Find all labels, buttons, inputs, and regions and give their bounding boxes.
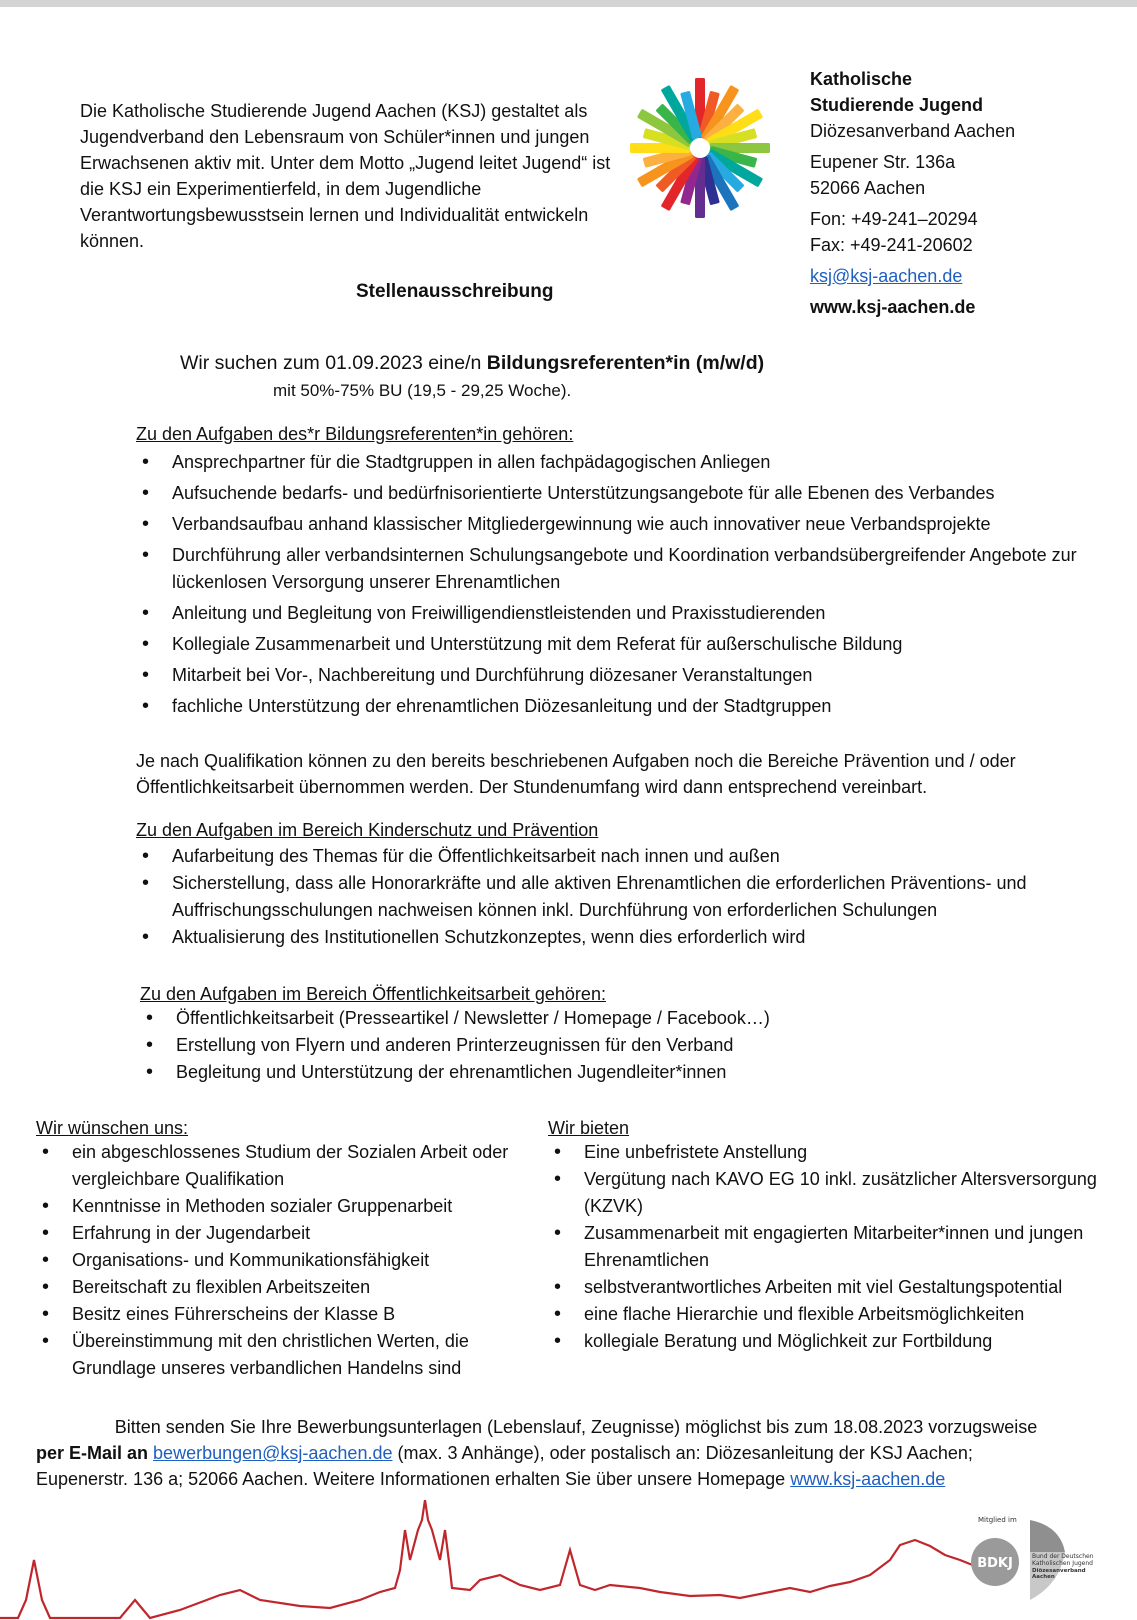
top-border xyxy=(0,0,1137,7)
city-skyline-graphic xyxy=(0,1500,1137,1620)
application-website-link[interactable]: www.ksj-aachen.de xyxy=(790,1469,946,1489)
contact-website: www.ksj-aachen.de xyxy=(810,297,976,317)
benefits-heading: Wir bieten xyxy=(548,1118,630,1138)
task-item: • Anleitung und Begleitung von Freiwilligendienstleistenden und Praxisstudierenden xyxy=(136,600,1096,627)
street: Eupener Str. 136a xyxy=(810,152,956,172)
wishes-heading: Wir wünschen uns: xyxy=(36,1118,189,1138)
benefit-item: • selbstverantwortliches Arbeiten mit viel Gestaltungspotential xyxy=(548,1274,1133,1301)
tasks-heading: Zu den Aufgaben des*r Bildungsreferenten*in gehören: xyxy=(136,424,574,444)
pr-heading: Zu den Aufgaben im Bereich Öffentlichkeitsarbeit gehören: xyxy=(140,984,606,1004)
prevention-item: • Sicherstellung, dass alle Honorarkräfte und alle aktiven Ehrenamtlichen die erforderlichen Präventions- und Auffrischungsschulungen nachweisen können inkl. Durchführung von erforderlichen Schulungen xyxy=(136,870,1096,924)
qualification-note: Je nach Qualifikation können zu den bereits beschriebenen Aufgaben noch die Bereiche Prävention und / oder Öffentlichkeitsarbeit übernommen werden. Der Stundenumfang wird dann entsprechend vereinbart. xyxy=(136,751,1016,797)
prevention-heading: Zu den Aufgaben im Bereich Kinderschutz und Prävention xyxy=(136,820,599,840)
application-line3 xyxy=(36,1466,1116,1492)
application-email-link[interactable]: bewerbungen@ksj-aachen.de xyxy=(153,1443,393,1463)
application-info xyxy=(36,1414,1116,1492)
tasks-section xyxy=(136,424,1096,724)
task-item: • fachliche Unterstützung der ehrenamtlichen Diözesanleitung und der Stadtgruppen xyxy=(136,693,1096,720)
fax: Fax: +49-241-20602 xyxy=(810,235,973,255)
org-name-line3: Diözesanverband Aachen xyxy=(810,121,1016,141)
wish-item: • Besitz eines Führerscheins der Klasse B xyxy=(36,1301,526,1328)
contact-email-link[interactable]: ksj@ksj-aachen.de xyxy=(810,266,963,286)
intro-text: Die Katholische Studierende Jugend Aachen (KSJ) gestaltet als Jugendverband den Lebensraum von Schüler*innen und jungen Erwachsenen aktiv mit. Unter dem Motto „Jugend leitet Jugend“ ist die KSJ ein Experimentierfeld, in dem Jugendliche Verantwortungsbewusstsein lernen und Individualität entwickeln können. xyxy=(80,101,611,251)
bdkj-name-line4: Aachen xyxy=(1032,1574,1055,1580)
phone: Fon: +49-241–20294 xyxy=(810,209,978,229)
contact-block xyxy=(810,66,1120,320)
pr-section xyxy=(140,984,1100,1086)
pr-item: • Begleitung und Unterstützung der ehrenamtlichen Jugendleiter*innen xyxy=(140,1059,1100,1086)
bdkj-name-line3: Diözesanverband xyxy=(1032,1568,1086,1574)
wish-item: • Bereitschaft zu flexiblen Arbeitszeiten xyxy=(36,1274,526,1301)
offer-prefix: Wir suchen zum 01.09.2023 eine/n xyxy=(180,352,487,374)
task-item: • Durchführung aller verbandsinternen Schulungsangebote und Koordination verbandsübergreifender Angebote zur lückenlosen Versorgung unserer Ehrenamtlichen xyxy=(136,542,1096,596)
bdkj-logo xyxy=(970,1512,1120,1612)
wishes-section xyxy=(36,1118,526,1382)
application-line1: Bitten senden Sie Ihre Bewerbungsunterlagen (Lebenslauf, Zeugnisse) möglichst bis zum 18.08.2023 vorzugsweise xyxy=(114,1417,1038,1437)
bdkj-name-line1: Bund der Deutschen xyxy=(1032,1553,1094,1560)
wish-item: • ein abgeschlossenes Studium der Sozialen Arbeit oder vergleichbare Qualifikation xyxy=(36,1139,526,1193)
org-name-line1: Katholische xyxy=(810,69,913,89)
wish-item: • Organisations- und Kommunikationsfähigkeit xyxy=(36,1247,526,1274)
benefits-list xyxy=(548,1139,1133,1355)
wish-item: • Übereinstimmung mit den christlichen Werten, die Grundlage unseres verbandlichen Handelns sind xyxy=(36,1328,526,1382)
bdkj-member-label: Mitglied im xyxy=(978,1516,1017,1524)
ksj-logo xyxy=(626,74,774,222)
application-email-prefix: per E-Mail an xyxy=(36,1443,149,1463)
org-name-line2: Studierende Jugend xyxy=(810,95,984,115)
benefit-item: • eine flache Hierarchie und flexible Arbeitsmöglichkeiten xyxy=(548,1301,1133,1328)
wish-item: • Erfahrung in der Jugendarbeit xyxy=(36,1220,526,1247)
benefit-item: • Eine unbefristete Anstellung xyxy=(548,1139,1133,1166)
benefit-item: • Zusammenarbeit mit engagierten Mitarbeiter*innen und jungen Ehrenamtlichen xyxy=(548,1220,1133,1274)
wish-item: • Kenntnisse in Methoden sozialer Gruppenarbeit xyxy=(36,1193,526,1220)
tasks-list xyxy=(136,449,1096,720)
application-line2 xyxy=(36,1440,1116,1466)
offer-scope: mit 50%-75% BU (19,5 - 29,25 Woche). xyxy=(273,381,572,400)
wishes-list xyxy=(36,1139,526,1382)
application-line3-text: Eupenerstr. 136 a; 52066 Aachen. Weitere Informationen erhalten Sie über unsere Homepage xyxy=(36,1469,786,1489)
task-item: • Verbandsaufbau anhand klassischer Mitgliedergewinnung wie auch innovativer neue Verbandsprojekte xyxy=(136,511,1096,538)
benefit-item: • kollegiale Beratung und Möglichkeit zur Fortbildung xyxy=(548,1328,1133,1355)
benefit-item: • Vergütung nach KAVO EG 10 inkl. zusätzlicher Altersversorgung (KZVK) xyxy=(548,1166,1133,1220)
bdkj-name-line2: Katholischen Jugend xyxy=(1032,1560,1093,1567)
offer-line xyxy=(180,352,764,375)
bdkj-abbr: BDKJ xyxy=(977,1556,1013,1571)
task-item: • Mitarbeit bei Vor-, Nachbereitung und Durchführung diözesaner Veranstaltungen xyxy=(136,662,1096,689)
city: 52066 Aachen xyxy=(810,178,926,198)
pr-list xyxy=(140,1005,1100,1086)
prevention-list xyxy=(136,843,1096,951)
prevention-section xyxy=(136,820,1096,951)
offer-position: Bildungsreferenten*in (m/w/d) xyxy=(486,352,765,374)
prevention-item: • Aufarbeitung des Themas für die Öffentlichkeitsarbeit nach innen und außen xyxy=(136,843,1096,870)
task-item: • Ansprechpartner für die Stadtgruppen in allen fachpädagogischen Anliegen xyxy=(136,449,1096,476)
page-title: Stellenausschreibung xyxy=(356,281,554,302)
prevention-item: • Aktualisierung des Institutionellen Schutzkonzeptes, wenn dies erforderlich wird xyxy=(136,924,1096,951)
task-item: • Aufsuchende bedarfs- und bedürfnisorientierte Unterstützungsangebote für alle Ebenen des Verbandes xyxy=(136,480,1096,507)
application-line2-rest: (max. 3 Anhänge), oder postalisch an: Diözesanleitung der KSJ Aachen; xyxy=(397,1443,973,1463)
pr-item: • Erstellung von Flyern und anderen Printerzeugnissen für den Verband xyxy=(140,1032,1100,1059)
pr-item: • Öffentlichkeitsarbeit (Presseartikel / Newsletter / Homepage / Facebook…) xyxy=(140,1005,1100,1032)
task-item: • Kollegiale Zusammenarbeit und Unterstützung mit dem Referat für außerschulische Bildung xyxy=(136,631,1096,658)
benefits-section xyxy=(548,1118,1133,1355)
